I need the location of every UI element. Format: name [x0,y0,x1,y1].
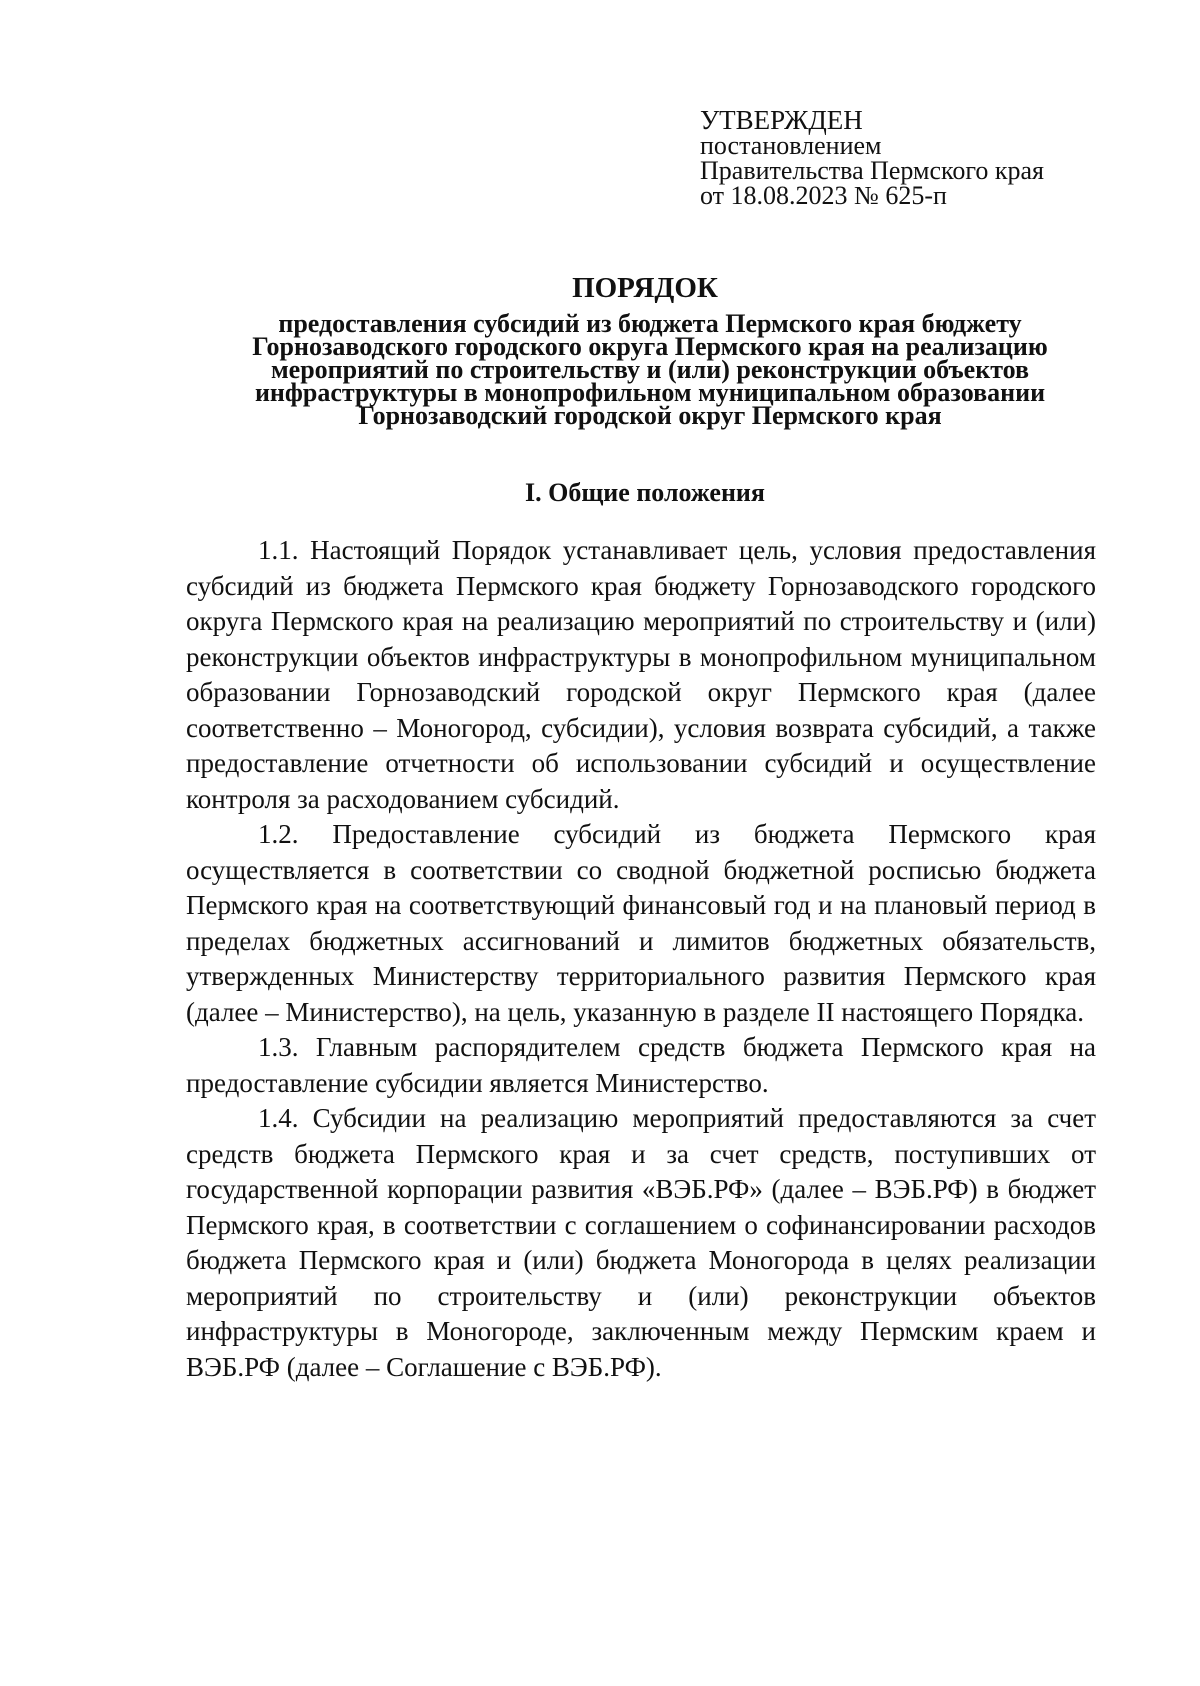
section-heading: I. Общие положения [525,478,765,507]
subtitle-line: Горнозаводского городского округа Пермского края на реализацию [252,332,1048,361]
document-title: ПОРЯДОК [572,272,718,304]
approval-line-date-number: от 18.08.2023 № 625-п [700,181,947,210]
approval-stamp [700,105,1160,210]
approval-heading: УТВЕРЖДЕН [700,105,863,135]
approval-line-decree: постановлением [700,131,882,160]
document-subtitle [200,309,1100,430]
paragraph-1-1: 1.1. Настоящий Порядок устанавливает цель, условия предоставления субсидий из бюджета Пермского края бюджету Горнозаводского городского округа Пермского края на реализацию мероприятий по строительству и (или) реконструкции объектов инфраструктуры в монопрофильном муниципальном образовании Горнозаводский городской округ Пермского края (далее соответственно – Моногород, субсидии), условия возврата субсидий, а также предоставление отчетности об использовании субсидий и осуществление контроля за расходованием субсидий. [186,535,1096,814]
subtitle-line: мероприятий по строительству и (или) реконструкции объектов [270,355,1030,384]
paragraph-1-2: 1.2. Предоставление субсидий из бюджета Пермского края осуществляется в соответствии со сводной бюджетной росписью бюджета Пермского края на соответствующий финансовый год и на плановый период в пределах бюджетных ассигнований и лимитов бюджетных обязательств, утвержденных Министерству территориального развития Пермского края (далее – Министерство), на цель, указанную в разделе II настоящего Порядка. [186,819,1096,1027]
paragraph-1-3: 1.3. Главным распорядителем средств бюджета Пермского края на предоставление субсидии является Министерство. [186,1032,1096,1098]
approval-line-government: Правительства Пермского края [700,156,1044,185]
subtitle-line: инфраструктуры в монопрофильном муниципальном образовании [254,378,1046,407]
paragraph-1-4: 1.4. Субсидии на реализацию мероприятий предоставляются за счет средств бюджета Пермского края и за счет средств, поступивших от государственной корпорации развития «ВЭБ.РФ» (далее – ВЭБ.РФ) в бюджет Пермского края, в соответствии с соглашением о софинансировании расходов бюджета Пермского края и (или) бюджета Моногорода в целях реализации мероприятий по строительству и (или) реконструкции объектов инфраструктуры в Моногороде, заключенным между Пермским краем и ВЭБ.РФ (далее – Соглашение с ВЭБ.РФ). [186,1103,1096,1382]
document-body [186,533,1096,1385]
subtitle-line: предоставления субсидий из бюджета Пермского края бюджету [278,309,1022,338]
subtitle-line: Горнозаводский городской округ Пермского края [358,401,942,430]
